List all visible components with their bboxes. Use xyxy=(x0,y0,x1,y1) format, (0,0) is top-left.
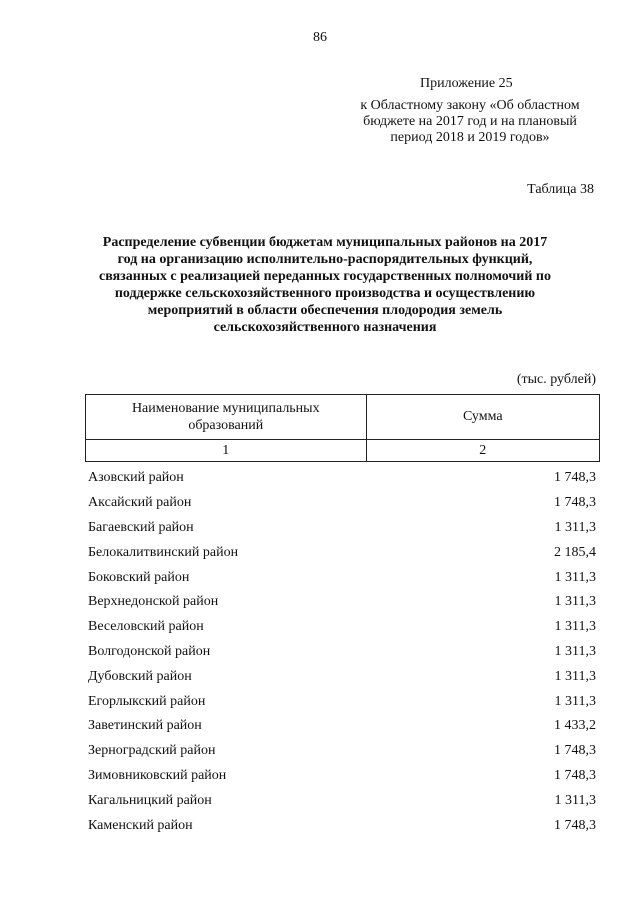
appendix-label: Приложение 25 xyxy=(420,76,513,91)
district-name: Зерноградский район xyxy=(88,743,216,759)
header-sum-cell: Сумма xyxy=(366,395,599,440)
table-row xyxy=(88,590,596,615)
district-sum: 1 748,3 xyxy=(554,495,596,511)
table-row xyxy=(88,466,596,491)
district-sum: 1 311,3 xyxy=(554,569,596,585)
table-row xyxy=(88,491,596,516)
table-row xyxy=(88,640,596,665)
title-line: поддержке сельскохозяйственного производства и осуществлению xyxy=(114,286,536,301)
district-name: Верхнедонской район xyxy=(88,594,219,610)
district-sum: 1 311,3 xyxy=(554,693,596,709)
district-name: Дубовский район xyxy=(88,668,192,684)
header-col-number-2: 2 xyxy=(366,440,599,462)
table-row xyxy=(88,516,596,541)
district-name: Заветинский район xyxy=(88,718,202,734)
district-sum: 1 748,3 xyxy=(554,743,596,759)
district-sum: 1 311,3 xyxy=(554,643,596,659)
title-line: сельскохозяйственного назначения xyxy=(213,320,437,335)
district-sum: 1 311,3 xyxy=(554,792,596,808)
document-title xyxy=(80,234,570,336)
table-row xyxy=(88,813,596,838)
district-name: Аксайский район xyxy=(88,495,192,511)
table-row xyxy=(88,714,596,739)
district-sum: 1 311,3 xyxy=(554,619,596,635)
title-line: связанных с реализацией переданных государственных полномочий по xyxy=(99,269,551,284)
district-sum: 1 748,3 xyxy=(554,767,596,783)
table-row xyxy=(88,540,596,565)
district-name: Кагальницкий район xyxy=(88,792,212,808)
table-number: Таблица 38 xyxy=(527,182,594,197)
district-name: Багаевский район xyxy=(88,519,194,535)
header-col-number-1: 1 xyxy=(86,440,367,462)
table-header xyxy=(85,394,600,462)
district-sum: 2 185,4 xyxy=(554,544,596,560)
district-sum: 1 748,3 xyxy=(554,470,596,486)
district-name: Азовский район xyxy=(88,470,184,486)
district-name: Каменский район xyxy=(88,817,193,833)
table-row xyxy=(88,565,596,590)
law-reference xyxy=(330,98,610,146)
title-line: Распределение субвенции бюджетам муниципальных районов на 2017 xyxy=(102,235,548,250)
law-reference-line: к Областному закону «Об областном xyxy=(360,98,580,113)
header-name-line: Наименование муниципальных xyxy=(131,401,320,416)
header-name-cell xyxy=(86,395,367,440)
district-sum: 1 311,3 xyxy=(554,668,596,684)
table-row xyxy=(88,739,596,764)
district-sum: 1 311,3 xyxy=(554,594,596,610)
district-sum: 1 311,3 xyxy=(554,519,596,535)
district-sum: 1 433,2 xyxy=(554,718,596,734)
district-sum: 1 748,3 xyxy=(554,817,596,833)
units-label: (тыс. рублей) xyxy=(516,372,596,387)
district-name: Боковский район xyxy=(88,569,190,585)
table-body xyxy=(88,466,596,838)
table-row xyxy=(88,689,596,714)
table-row xyxy=(88,788,596,813)
page-number: 86 xyxy=(313,30,327,45)
title-line: год на организацию исполнительно-распорядительных функций, xyxy=(117,252,533,267)
district-name: Зимовниковский район xyxy=(88,767,227,783)
table-row xyxy=(88,615,596,640)
district-name: Веселовский район xyxy=(88,619,204,635)
header-name-line: образований xyxy=(188,418,264,433)
title-line: мероприятий в области обеспечения плодородия земель xyxy=(147,303,503,318)
table-row xyxy=(88,664,596,689)
law-reference-line: период 2018 и 2019 годов» xyxy=(390,130,550,145)
district-name: Белокалитвинский район xyxy=(88,544,239,560)
district-name: Егорлыкский район xyxy=(88,693,206,709)
law-reference-line: бюджете на 2017 год и на плановый xyxy=(363,114,577,129)
district-name: Волгодонской район xyxy=(88,643,211,659)
table-row xyxy=(88,764,596,789)
